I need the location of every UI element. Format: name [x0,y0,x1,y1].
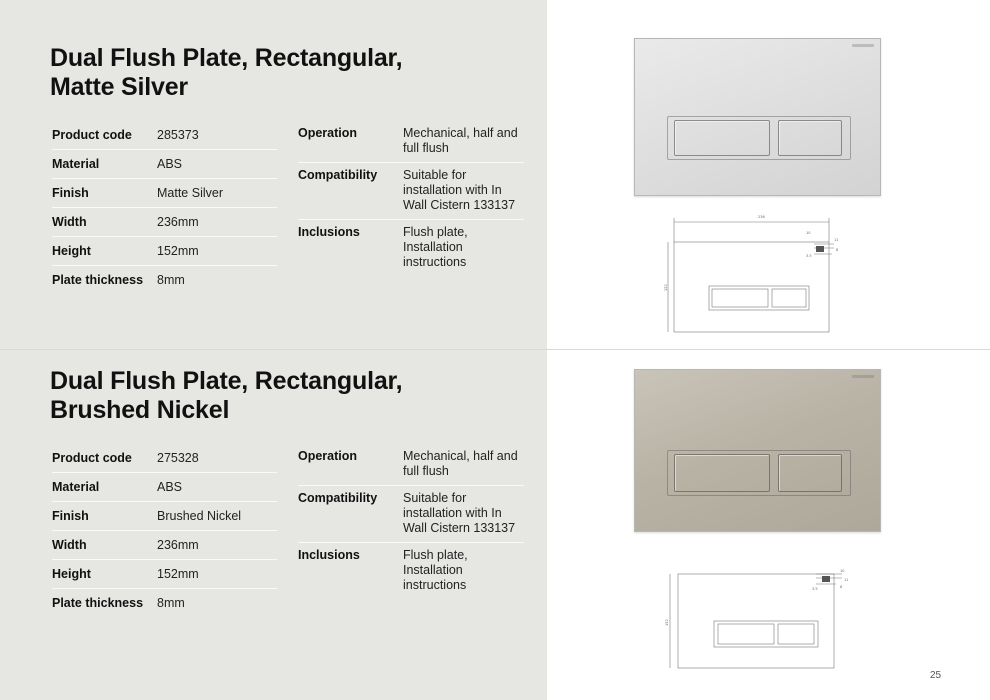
spec-value: 275328 [157,450,199,465]
depth-marker [816,246,824,252]
half-flush-outline [772,289,806,307]
spec-value: 152mm [157,566,199,581]
spec-value: Mechanical, half and full flush [403,449,518,478]
spec-row-product-code [52,121,277,150]
spec-row-plate-thickness [52,589,277,618]
spec-label: Operation [298,126,358,140]
spec-value: 152mm [157,243,199,258]
spec-value: 236mm [157,214,199,229]
technical-drawing-brushed-nickel [664,566,854,672]
spec-label: Compatibility [298,491,378,505]
spec-label: Product code [52,127,132,142]
dim-height: 152 [665,619,669,626]
spec-label: Material [52,156,100,171]
full-flush-outline [718,624,774,644]
button-frame [667,450,851,496]
button-frame-outline [709,286,809,310]
brand-logo [852,44,874,47]
spec-value: 8mm [157,596,185,610]
dim-depth-a: 10 [840,569,845,573]
spec-row-material [52,473,277,502]
spec-label: Plate thickness [52,273,144,287]
dim-width: 236 [758,215,765,219]
technical-drawing-matte-silver [664,208,854,336]
spec-row-inclusions [298,220,524,276]
brand-logo [852,375,874,378]
spec-value: 8mm [157,273,185,287]
dim-small: 8 [840,585,843,589]
spec-label: Compatibility [298,168,378,182]
dim-small: 8 [836,248,839,252]
spec-row-compatibility [298,486,524,543]
dim-depth-b: 11 [844,578,849,582]
spec-label: Width [52,214,87,229]
spec-label: Width [52,537,87,552]
half-flush-outline [778,624,814,644]
dim-depth-b: 11 [834,238,839,242]
depth-marker [822,576,830,582]
spec-row-height [52,237,277,266]
product-photo-brushed-nickel [634,369,881,532]
product-title-line1: Dual Flush Plate, Rectangular, [50,367,403,395]
spec-label: Material [52,479,100,494]
spec-value: ABS [157,156,183,171]
spec-label: Inclusions [298,225,360,239]
full-flush-button [674,454,770,492]
spec-value: ABS [157,479,183,494]
product-section-matte-silver [0,0,547,350]
dim-gap: 3.5 [812,587,818,591]
spec-value: Flush plate, Installation instructions [403,225,468,269]
spec-label: Finish [52,508,89,523]
spec-row-width [52,208,277,237]
page-number: 25 [930,670,942,681]
spec-table-left [52,444,277,618]
full-flush-button [674,120,770,156]
spec-label: Height [52,243,91,258]
spec-row-operation [298,444,524,486]
spec-value: 285373 [157,127,199,142]
spec-label: Operation [298,449,358,463]
product-title [50,44,510,102]
spec-value: Matte Silver [157,185,223,200]
spec-label: Height [52,566,91,581]
spec-value: Suitable for installation with In Wall Cistern 133137 [403,168,516,212]
spec-row-height [52,560,277,589]
button-frame [667,116,851,160]
spec-row-finish [52,179,277,208]
half-flush-button [778,454,842,492]
spec-value: Brushed Nickel [157,508,242,523]
spec-row-compatibility [298,163,524,220]
spec-value: Suitable for installation with In Wall Cistern 133137 [403,491,516,535]
product-title [50,367,510,425]
spec-row-inclusions [298,543,524,599]
spec-label: Finish [52,185,89,200]
dim-depth-a: 10 [806,231,811,235]
dim-height: 152 [664,284,668,291]
spec-row-operation [298,121,524,163]
product-photo-matte-silver [634,38,881,196]
spec-table-right [298,121,524,276]
spec-row-finish [52,502,277,531]
half-flush-button [778,120,842,156]
spec-row-product-code [52,444,277,473]
product-title-line2: Brushed Nickel [50,396,230,424]
product-title-line2: Matte Silver [50,73,188,101]
spec-table-right [298,444,524,599]
spec-label: Inclusions [298,548,360,562]
spec-value: 236mm [157,537,199,552]
button-frame-outline [714,621,818,647]
product-title-line1: Dual Flush Plate, Rectangular, [50,44,403,72]
spec-value: Mechanical, half and full flush [403,126,518,155]
spec-label: Product code [52,450,132,465]
spec-value: Flush plate, Installation instructions [403,548,468,592]
spec-label: Plate thickness [52,596,144,610]
spec-table-left [52,121,277,295]
full-flush-outline [712,289,768,307]
dim-gap: 3.5 [806,254,812,258]
spec-row-material [52,150,277,179]
spec-row-plate-thickness [52,266,277,295]
spec-row-width [52,531,277,560]
product-section-brushed-nickel [0,323,547,673]
